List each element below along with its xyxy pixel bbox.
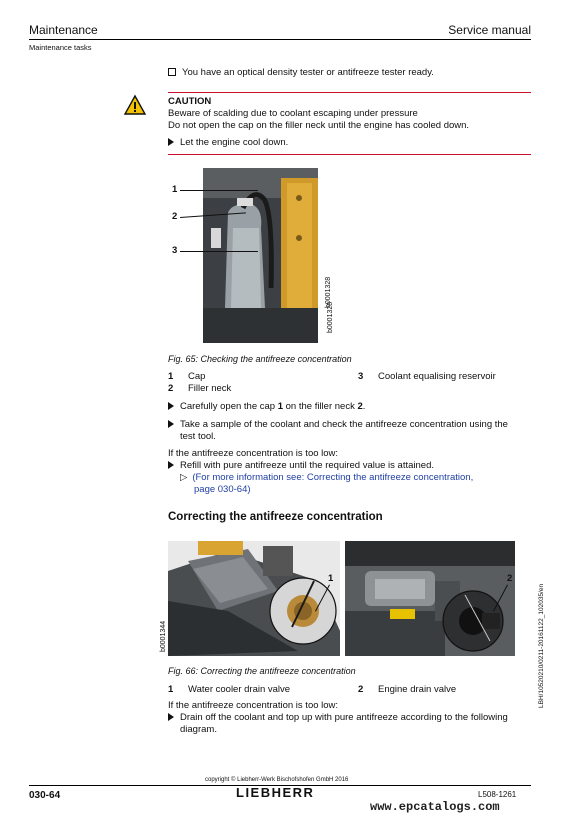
header-section: Maintenance [29,23,98,37]
fig65-legend-2-label: Filler neck [188,383,232,394]
caution-line1: Beware of scalding due to coolant escaping under pressure [168,108,418,119]
step-ref: 2 [357,401,363,412]
action-arrow-icon [168,461,174,469]
step-text: . [362,401,366,412]
caution-title: CAUTION [168,96,212,107]
footer-watermark: www.epcatalogs.com [370,800,500,814]
fig66-code: b0001344 [160,620,167,652]
warning-icon [124,95,146,115]
action-arrow-icon [168,420,174,428]
fig65-callout-3: 3 [172,245,178,256]
action-arrow-icon [168,138,174,146]
fig65-photo [203,168,332,343]
fig65-legend-3-label: Coolant equalising reservoir [378,371,496,382]
fig66-legend-2-label: Engine drain valve [378,684,457,695]
condition-too-low: If the antifreeze concentration is too low: [168,448,339,459]
cross-reference-link[interactable] [180,472,473,484]
fig65-callout-line-3 [180,251,258,252]
caution-bottom-rule [168,154,531,155]
liebherr-logo: LIEBHERR [236,785,315,800]
fig65-code: b0001328 [325,276,332,308]
fig66-legend-2 [358,684,363,696]
fig65-callout-1: 1 [172,184,178,195]
fig66-callout-1: 1 [328,573,334,584]
fig65-code-label: b0001328 [327,301,334,333]
caution-line2: Do not open the cap on the filler neck until the engine has cooled down. [168,120,470,131]
fig66-photo-right [345,541,515,656]
fig66-legend-1-label: Water cooler drain valve [188,684,291,695]
legend-num: 1 [168,371,174,382]
checkbox-icon [168,68,176,76]
step-drain [168,712,508,724]
step-open-cap [168,401,365,413]
fig65-callout-line-1 [180,190,258,191]
cross-reference-link-cont[interactable]: page 030-64) [194,484,251,495]
condition-too-low-2: If the antifreeze concentration is too low: [168,700,339,711]
fig66-callout-2: 2 [507,573,513,584]
action-arrow-icon [168,713,174,721]
prerequisite-text: You have an optical density tester or antifreeze tester ready. [182,67,434,78]
footer-page-number: 030-64 [29,790,61,801]
step-text: Drain off the coolant and top up with pure antifreeze according to the following [180,712,508,723]
fig66-legend-1 [168,684,173,696]
step-sample-cont: test tool. [180,431,216,442]
step-drain-cont: diagram. [180,724,217,735]
legend-num: 1 [168,684,174,695]
step-refill [168,460,434,472]
caution-top-rule [168,92,531,93]
step-sample [168,419,508,431]
fig65-caption: Fig. 65: Checking the antifreeze concentration [168,354,352,364]
fig66-photo-left [168,541,340,656]
footer-model: L508-1261 [478,790,517,799]
legend-num: 2 [358,684,364,695]
fig65-legend-1 [168,371,173,383]
prerequisite [168,67,434,79]
fig65-legend-3 [358,371,363,383]
fig65-callout-2: 2 [172,211,178,222]
link-text[interactable]: (For more information see: Correcting the antifreeze concentration, [192,472,474,483]
step-text: on the filler neck [283,401,358,412]
legend-num: 2 [168,383,174,394]
reference-arrow-icon: ▷ [180,472,188,483]
fig66-caption: Fig. 66: Correcting the antifreeze concentration [168,666,356,676]
legend-num: 3 [358,371,364,382]
header-doc-type: Service manual [448,23,531,37]
header-subsection: Maintenance tasks [29,43,92,52]
step-ref: 1 [277,401,283,412]
step-text: Take a sample of the coolant and check the antifreeze concentration using the [180,419,508,430]
action-arrow-icon [168,402,174,410]
side-document-code: LBH/10520210/0211-20161122_102035/en [538,583,545,708]
step-text: Carefully open the cap [180,401,278,412]
step-text: Refill with pure antifreeze until the required value is attained. [180,460,435,471]
section-heading: Correcting the antifreeze concentration [168,511,383,523]
fig65-legend-1-label: Cap [188,371,206,382]
footer-copyright: copyright © Liebherr-Werk Bischofshofen GmbH 2016 [205,777,349,783]
caution-action-text: Let the engine cool down. [180,137,289,148]
fig65-legend-2 [168,383,173,395]
header-divider [29,39,531,40]
caution-action [168,137,288,149]
